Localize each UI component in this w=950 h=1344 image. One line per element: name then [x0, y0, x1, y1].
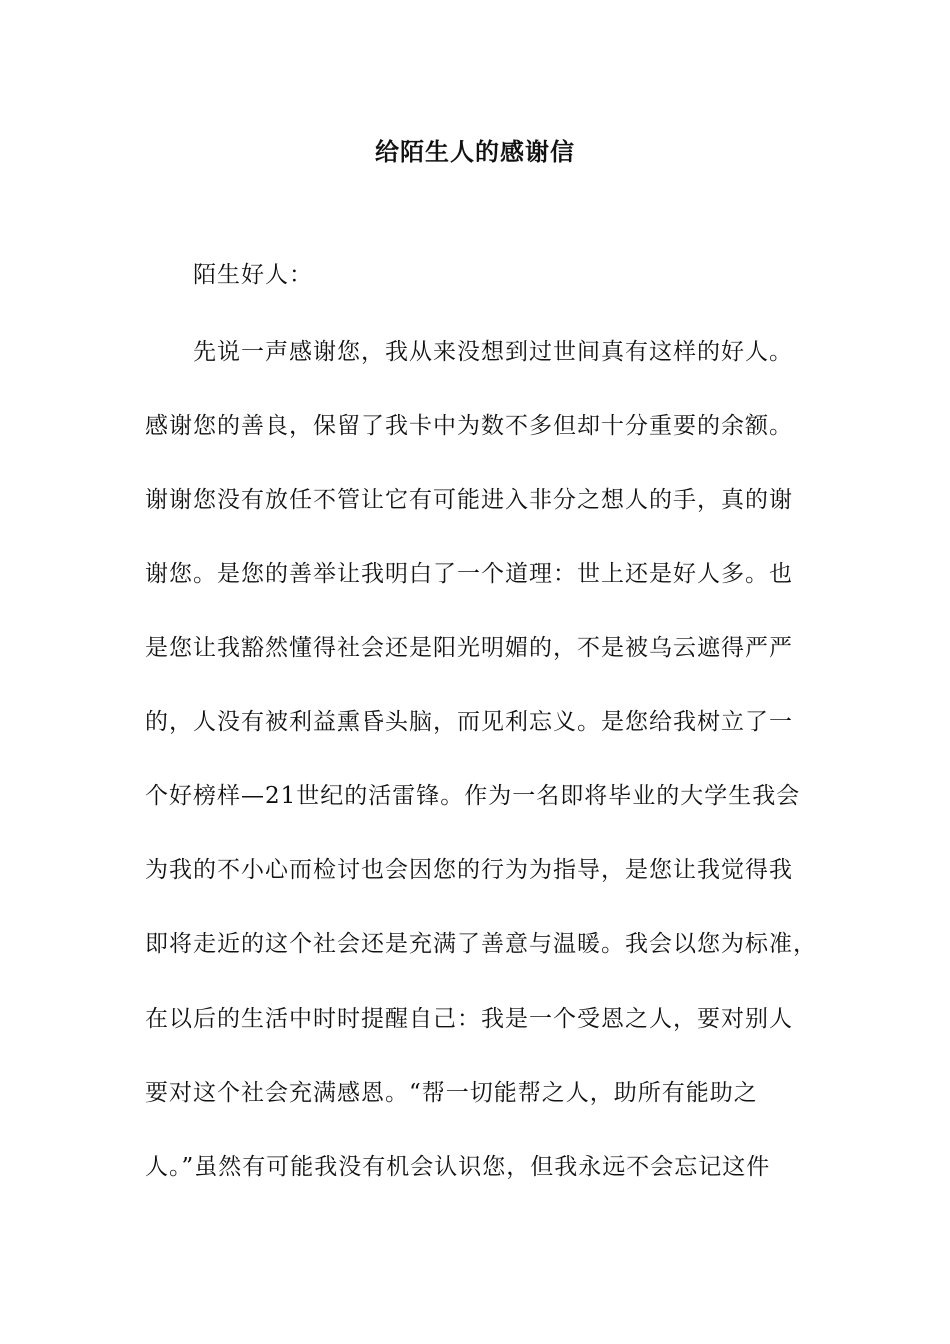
body-line: 是您让我豁然懂得社会还是阳光明媚的，不是被乌云遮得严严 [145, 635, 793, 661]
body-line: 谢谢您没有放任不管让它有可能进入非分之想人的手，真的谢 [145, 487, 793, 513]
letter-title: 给陌生人的感谢信 [375, 137, 575, 166]
body-line: 为我的不小心而检讨也会因您的行为为指导，是您让我觉得我 [145, 857, 793, 883]
body-line: 谢您。是您的善举让我明白了一个道理：世上还是好人多。也 [145, 561, 793, 587]
body-line: 要对这个社会充满感恩。“帮一切能帮之人，助所有能助之 [145, 1080, 758, 1106]
salutation: 陌生好人： [193, 262, 313, 288]
body-line: 个好榜样—21世纪的活雷锋。作为一名即将毕业的大学生我会 [145, 783, 801, 809]
body-line: 的，人没有被利益熏昏头脑，而见利忘义。是您给我树立了一 [145, 709, 793, 735]
body-line: 先说一声感谢您，我从来没想到过世间真有这样的好人。 [193, 339, 793, 365]
body-line: 即将走近的这个社会还是充满了善意与温暖。我会以您为标准， [145, 931, 817, 957]
body-line: 人。”虽然有可能我没有机会认识您，但我永远不会忘记这件 [145, 1154, 771, 1180]
body-line: 在以后的生活中时时提醒自己：我是一个受恩之人，要对别人 [145, 1006, 793, 1032]
body-line: 感谢您的善良，保留了我卡中为数不多但却十分重要的余额。 [145, 413, 793, 439]
